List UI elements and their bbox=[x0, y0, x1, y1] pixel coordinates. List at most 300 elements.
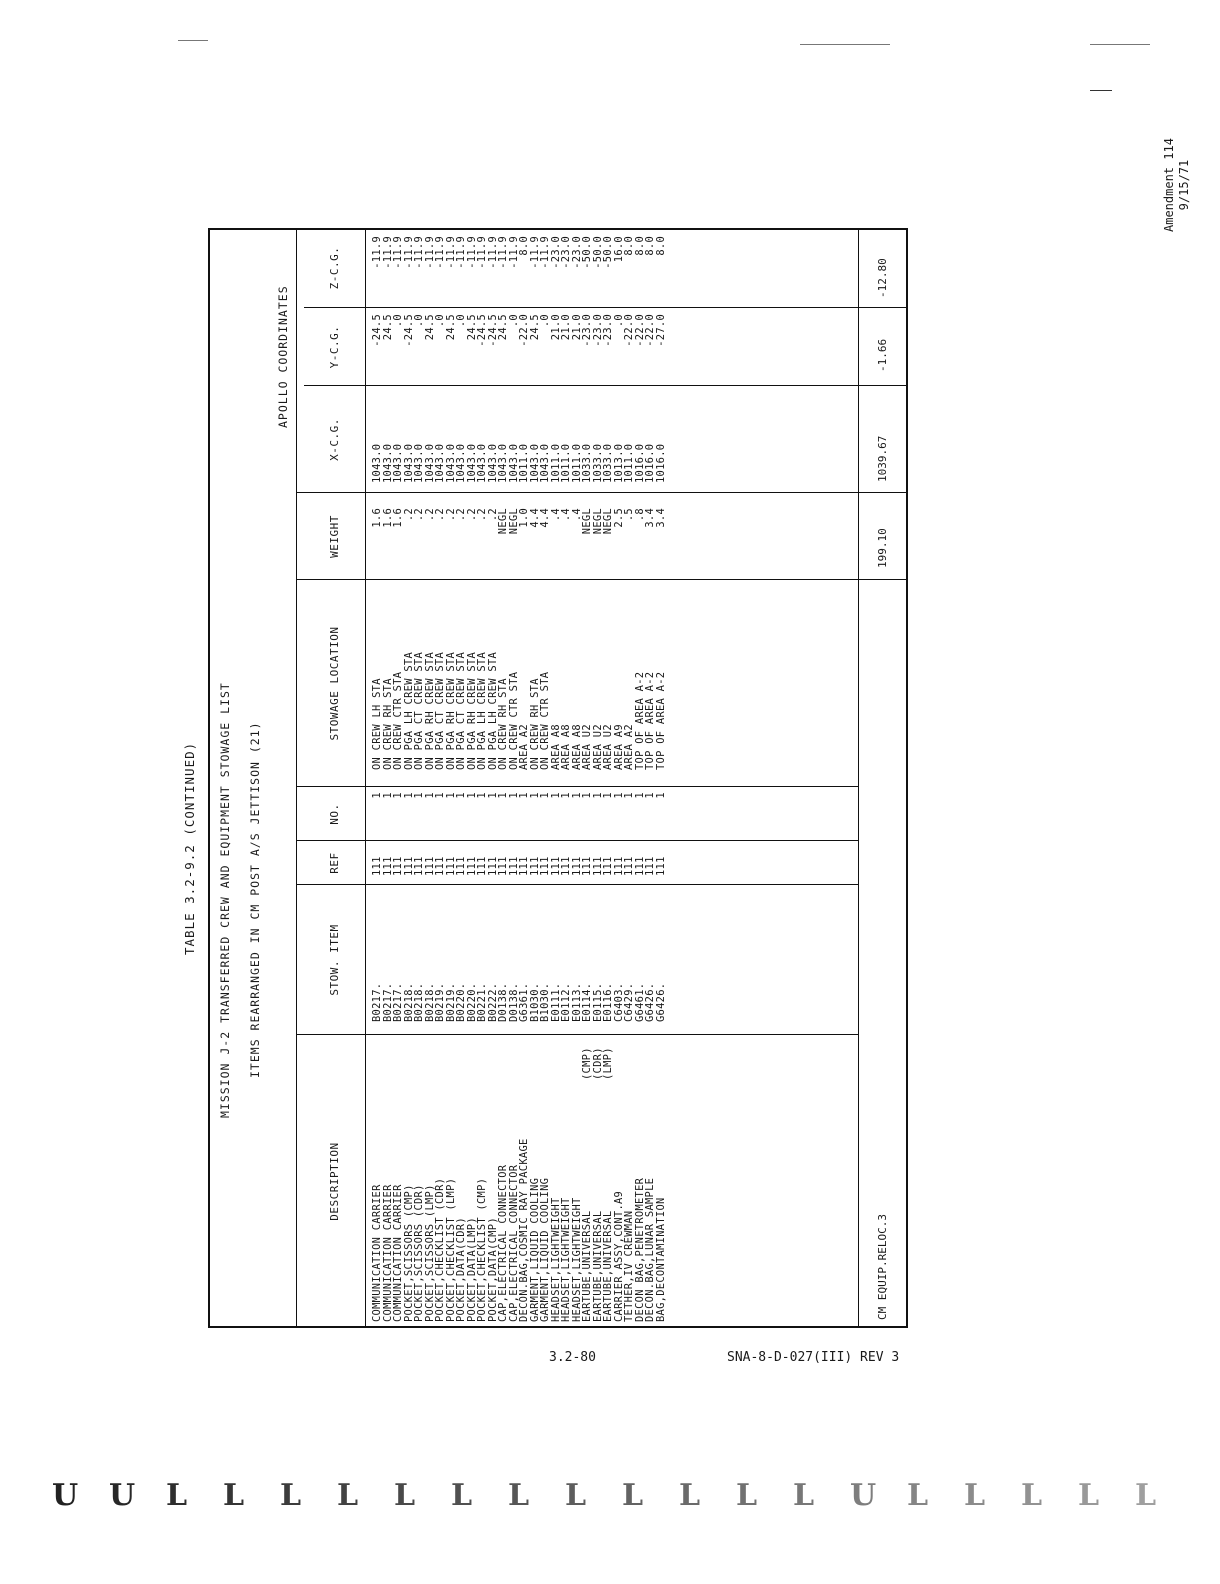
row-y-cg: 24.5 bbox=[444, 314, 457, 341]
row-z-cg: -11.9 bbox=[528, 236, 541, 269]
row-location: ON PGA LH CREW STA bbox=[486, 651, 499, 770]
row-no: 1 bbox=[633, 792, 646, 799]
row-z-cg: 8.0 bbox=[623, 236, 635, 256]
row-weight: 2.5 bbox=[612, 508, 625, 528]
row-description: POCKET,DATA(LMP) bbox=[465, 1217, 478, 1322]
row-no: 1 bbox=[507, 792, 520, 799]
edge-fragment: L bbox=[280, 1478, 302, 1513]
row-weight: 1.6 bbox=[371, 508, 383, 528]
y-cg-column bbox=[372, 314, 666, 384]
scan-speck bbox=[178, 40, 208, 41]
row-location: ON PGA RH CREW STA bbox=[444, 651, 457, 770]
row-stow-item: E0112. bbox=[560, 982, 572, 1022]
row-z-cg: -11.9 bbox=[392, 236, 404, 269]
row-y-cg: -24.5 bbox=[402, 314, 415, 347]
row-ref: 111 bbox=[633, 856, 646, 876]
row-description: GARMENT,LIQUID COOLING bbox=[539, 1177, 551, 1322]
row-z-cg: -23.0 bbox=[570, 236, 583, 269]
row-x-cg: 1016.0 bbox=[644, 443, 656, 483]
row-stow-item: E0115. bbox=[591, 982, 604, 1022]
row-y-cg: -23.0 bbox=[591, 314, 604, 347]
row-ref: 111 bbox=[591, 856, 604, 876]
page-number: 3.2-80 bbox=[549, 1350, 596, 1365]
row-no: 1 bbox=[581, 792, 593, 799]
col-header-x-cg: X-C.G. bbox=[328, 418, 341, 461]
row-location: AREA A2 bbox=[518, 724, 530, 770]
row-ref: 111 bbox=[539, 856, 551, 876]
row-weight: NEGL bbox=[581, 508, 593, 535]
row-location: ON PGA CT CREW STA bbox=[413, 651, 425, 770]
row-stow-item: B1030. bbox=[539, 982, 551, 1022]
row-stow-item: B0222. bbox=[486, 982, 499, 1022]
col-rule-8 bbox=[304, 307, 908, 308]
row-x-cg: 1043.0 bbox=[413, 443, 425, 483]
edge-fragment: L bbox=[508, 1478, 530, 1513]
row-y-cg: 24.5 bbox=[528, 314, 541, 341]
row-weight: .2 bbox=[423, 508, 436, 522]
row-stow-item: B0218. bbox=[423, 982, 436, 1022]
row-crew-tag bbox=[635, 1036, 646, 1080]
row-no: 1 bbox=[570, 792, 583, 799]
edge-fragment: L bbox=[679, 1478, 701, 1513]
row-description: POCKET,CHECKLIST (CDR) bbox=[434, 1177, 446, 1322]
row-location: AREA U2 bbox=[591, 724, 604, 770]
row-weight: .4 bbox=[570, 508, 583, 522]
row-x-cg: 1033.0 bbox=[602, 443, 614, 483]
row-location: TOP OF AREA A-2 bbox=[644, 671, 656, 770]
row-x-cg: 1011.0 bbox=[570, 443, 583, 483]
row-x-cg: 1011.0 bbox=[549, 443, 562, 483]
row-z-cg: -11.9 bbox=[371, 236, 383, 269]
edge-fragment: L bbox=[1135, 1478, 1157, 1513]
row-crew-tag bbox=[446, 1036, 457, 1080]
row-stow-item: B0219. bbox=[434, 982, 446, 1022]
row-stow-item: G6361. bbox=[518, 982, 530, 1022]
row-crew-tag: (LMP) bbox=[602, 1047, 614, 1080]
row-x-cg: 1043.0 bbox=[486, 443, 499, 483]
row-no: 1 bbox=[371, 792, 383, 799]
edge-fragment: L bbox=[1078, 1478, 1100, 1513]
row-weight: 1.6 bbox=[381, 508, 394, 528]
row-no: 1 bbox=[402, 792, 415, 799]
row-no: 1 bbox=[644, 792, 656, 799]
stowage-table bbox=[208, 228, 908, 1328]
row-ref: 111 bbox=[476, 856, 488, 876]
row-y-cg: -24.5 bbox=[486, 314, 499, 347]
row-description: GARMENT,LIQUID COOLING bbox=[528, 1177, 541, 1322]
row-z-cg: -11.9 bbox=[507, 236, 520, 269]
row-x-cg: 1043.0 bbox=[455, 443, 467, 483]
row-crew-tag bbox=[540, 1036, 551, 1080]
row-weight: .4 bbox=[549, 508, 562, 522]
col-rule-2 bbox=[296, 884, 858, 885]
row-x-cg: 1033.0 bbox=[591, 443, 604, 483]
row-ref: 111 bbox=[518, 856, 530, 876]
row-description: POCKET,SCISSORS (CDR) bbox=[413, 1184, 425, 1322]
row-stow-item: C6403. bbox=[612, 982, 625, 1022]
col-rule-1 bbox=[296, 1034, 858, 1035]
row-location: AREA U2 bbox=[602, 724, 614, 770]
row-x-cg: 1043.0 bbox=[402, 443, 415, 483]
row-z-cg: -11.9 bbox=[486, 236, 499, 269]
col-header-location: STOWAGE LOCATION bbox=[328, 626, 341, 741]
row-no: 1 bbox=[381, 792, 394, 799]
row-location: ON PGA RH CREW STA bbox=[423, 651, 436, 770]
row-weight: 4.4 bbox=[528, 508, 541, 528]
weight-column bbox=[372, 508, 666, 578]
row-ref: 111 bbox=[381, 856, 394, 876]
x-cg-column bbox=[372, 391, 666, 483]
row-description: POCKET,CHECKLIST (CMP) bbox=[476, 1177, 488, 1322]
row-y-cg: -22.0 bbox=[518, 314, 530, 347]
col-header-description: DESCRIPTION bbox=[328, 1142, 341, 1221]
row-crew-tag: (CMP) bbox=[581, 1047, 593, 1080]
row-z-cg: -11.9 bbox=[465, 236, 478, 269]
row-description: DECON.BAG,LUNAR SAMPLE bbox=[644, 1177, 656, 1322]
row-location: AREA A2 bbox=[623, 724, 635, 770]
col-rule-4 bbox=[296, 786, 858, 787]
edge-fragment: U bbox=[850, 1478, 877, 1513]
row-ref: 111 bbox=[570, 856, 583, 876]
row-ref: 111 bbox=[455, 856, 467, 876]
row-ref: 111 bbox=[644, 856, 656, 876]
row-crew-tag bbox=[488, 1036, 499, 1080]
row-crew-tag bbox=[383, 1036, 394, 1080]
row-ref: 111 bbox=[549, 856, 562, 876]
row-location: TOP OF AREA A-2 bbox=[654, 671, 667, 770]
row-stow-item: G6461. bbox=[633, 982, 646, 1022]
row-description: TETHER,IV CREWMAN bbox=[623, 1210, 635, 1322]
row-crew-tag bbox=[425, 1036, 436, 1080]
total-x-cg: 1039.67 bbox=[876, 435, 889, 482]
row-stow-item: D0138. bbox=[497, 982, 509, 1022]
row-z-cg: -11.9 bbox=[444, 236, 457, 269]
row-stow-item: E0113. bbox=[570, 982, 583, 1022]
row-location: ON PGA CT CREW STA bbox=[455, 651, 467, 770]
col-header-weight: WEIGHT bbox=[328, 515, 341, 558]
edge-fragment: L bbox=[793, 1478, 815, 1513]
row-crew-tag bbox=[530, 1036, 541, 1080]
row-stow-item: E0111. bbox=[549, 982, 562, 1022]
row-y-cg: 21.0 bbox=[560, 314, 572, 341]
row-y-cg: 24.5 bbox=[497, 314, 509, 341]
row-x-cg: 1033.0 bbox=[581, 443, 593, 483]
row-weight: .2 bbox=[476, 508, 488, 522]
description-column bbox=[372, 1082, 666, 1322]
row-location: AREA A8 bbox=[560, 724, 572, 770]
row-no: 1 bbox=[549, 792, 562, 799]
row-y-cg: .0 bbox=[392, 314, 404, 328]
row-no: 1 bbox=[434, 792, 446, 799]
row-z-cg: -11.9 bbox=[402, 236, 415, 269]
row-weight: .4 bbox=[560, 508, 572, 522]
row-weight: .2 bbox=[465, 508, 478, 522]
row-weight: 4.4 bbox=[539, 508, 551, 528]
row-location: ON PGA CT CREW STA bbox=[434, 651, 446, 770]
row-y-cg: .0 bbox=[413, 314, 425, 328]
row-weight: .5 bbox=[623, 508, 635, 522]
row-description: EARTUBE,UNIVERSAL bbox=[591, 1210, 604, 1322]
row-z-cg: -50.0 bbox=[581, 236, 593, 269]
edge-fragment: L bbox=[451, 1478, 473, 1513]
row-y-cg: -23.0 bbox=[581, 314, 593, 347]
row-stow-item: B0218. bbox=[402, 982, 415, 1022]
row-ref: 111 bbox=[654, 856, 667, 876]
total-weight: 199.10 bbox=[876, 528, 889, 568]
edge-fragment: L bbox=[1021, 1478, 1043, 1513]
row-location: ON PGA LH CREW STA bbox=[476, 651, 488, 770]
total-rule bbox=[858, 228, 859, 1328]
row-ref: 111 bbox=[434, 856, 446, 876]
row-z-cg: 8.0 bbox=[654, 236, 667, 256]
row-crew-tag bbox=[614, 1036, 625, 1080]
row-weight: .2 bbox=[455, 508, 467, 522]
header-rule bbox=[296, 228, 297, 1328]
row-ref: 111 bbox=[402, 856, 415, 876]
row-x-cg: 1043.0 bbox=[507, 443, 520, 483]
row-no: 1 bbox=[518, 792, 530, 799]
row-location: TOP OF AREA A-2 bbox=[633, 671, 646, 770]
row-location: AREA A8 bbox=[570, 724, 583, 770]
row-description: HEADSET,LIGHTWEIGHT bbox=[549, 1197, 562, 1322]
row-x-cg: 1043.0 bbox=[528, 443, 541, 483]
row-description: CARRIER ASSY,CONT.A9 bbox=[612, 1190, 625, 1322]
row-y-cg: -24.5 bbox=[476, 314, 488, 347]
row-y-cg: -22.0 bbox=[633, 314, 646, 347]
row-x-cg: 1043.0 bbox=[392, 443, 404, 483]
row-description: BAG,DECONTAMINATION bbox=[654, 1197, 667, 1322]
row-z-cg: 8.0 bbox=[644, 236, 656, 256]
row-y-cg: .0 bbox=[612, 314, 625, 328]
row-z-cg: -11.9 bbox=[413, 236, 425, 269]
row-y-cg: .0 bbox=[539, 314, 551, 328]
row-no: 1 bbox=[560, 792, 572, 799]
row-crew-tag bbox=[645, 1036, 656, 1080]
row-description: COMMUNICATION CARRIER bbox=[381, 1184, 394, 1322]
row-y-cg: 21.0 bbox=[549, 314, 562, 341]
scan-speck bbox=[800, 44, 890, 45]
row-ref: 111 bbox=[612, 856, 625, 876]
row-stow-item: B0221. bbox=[476, 982, 488, 1022]
row-crew-tag bbox=[456, 1036, 467, 1080]
row-no: 1 bbox=[423, 792, 436, 799]
col-rule-5 bbox=[296, 579, 908, 580]
stow-item-column bbox=[372, 892, 666, 1022]
row-weight: .2 bbox=[402, 508, 415, 522]
row-crew-tag bbox=[561, 1036, 572, 1080]
row-z-cg: -11.9 bbox=[497, 236, 509, 269]
col-header-y-cg: Y-C.G. bbox=[328, 325, 341, 369]
row-stow-item: B0218. bbox=[413, 982, 425, 1022]
row-y-cg: 24.5 bbox=[381, 314, 394, 341]
row-location: ON CREW LH STA bbox=[371, 678, 383, 770]
row-stow-item: B0219. bbox=[444, 982, 457, 1022]
row-location: AREA U2 bbox=[581, 724, 593, 770]
row-weight: .2 bbox=[486, 508, 499, 522]
amendment-date: 9/15/71 bbox=[1177, 159, 1191, 211]
row-ref: 111 bbox=[413, 856, 425, 876]
row-description: POCKET,DATA(CDR) bbox=[455, 1217, 467, 1322]
location-column bbox=[372, 584, 666, 770]
row-x-cg: 1016.0 bbox=[633, 443, 646, 483]
col-header-ref: REF bbox=[328, 852, 341, 874]
row-no: 1 bbox=[465, 792, 478, 799]
row-stow-item: G6426. bbox=[644, 982, 656, 1022]
row-y-cg: -23.0 bbox=[602, 314, 614, 347]
edge-fragment: L bbox=[736, 1478, 758, 1513]
row-location: ON CREW RH STA bbox=[381, 678, 394, 770]
edge-fragment: U bbox=[52, 1478, 79, 1513]
row-z-cg: -11.9 bbox=[423, 236, 436, 269]
row-ref: 111 bbox=[528, 856, 541, 876]
row-y-cg: .0 bbox=[507, 314, 520, 328]
row-location: AREA A8 bbox=[549, 724, 562, 770]
row-crew-tag bbox=[519, 1036, 530, 1080]
row-x-cg: 1016.0 bbox=[654, 443, 667, 483]
row-z-cg: -23.0 bbox=[549, 236, 562, 269]
row-location: ON CREW CTR STA bbox=[392, 671, 404, 770]
row-crew-tag bbox=[509, 1036, 520, 1080]
edge-fragment: L bbox=[337, 1478, 359, 1513]
row-stow-item: B0220. bbox=[455, 982, 467, 1022]
document-id: SNA-8-D-027(III) REV 3 bbox=[727, 1350, 900, 1365]
row-description: DECON.BAG,COSMIC RAY PACKAGE bbox=[518, 1138, 530, 1322]
col-header-z-cg: Z-C.G. bbox=[328, 246, 341, 290]
row-description: EARTUBE,UNIVERSAL bbox=[602, 1210, 614, 1322]
row-z-cg: -11.9 bbox=[434, 236, 446, 269]
total-y-cg: -1.66 bbox=[876, 338, 889, 372]
edge-fragment: L bbox=[223, 1478, 245, 1513]
row-crew-tag bbox=[372, 1036, 383, 1080]
row-location: ON CREW CTR STA bbox=[507, 671, 520, 770]
col-rule-6 bbox=[296, 492, 908, 493]
col-header-no: NO. bbox=[328, 803, 341, 825]
row-ref: 111 bbox=[486, 856, 499, 876]
row-y-cg: .0 bbox=[455, 314, 467, 328]
total-label: CM EQUIP.RELOC.3 bbox=[876, 1214, 889, 1320]
z-cg-column bbox=[372, 236, 666, 306]
no-column bbox=[372, 792, 666, 838]
row-z-cg: 16.0 bbox=[612, 236, 625, 263]
row-weight: .2 bbox=[413, 508, 425, 522]
row-z-cg: -11.9 bbox=[455, 236, 467, 269]
scan-speck bbox=[1090, 90, 1112, 91]
row-description: COMMUNICATION CARRIER bbox=[371, 1184, 383, 1322]
edge-fragment: L bbox=[622, 1478, 644, 1513]
row-stow-item: D0138. bbox=[507, 982, 520, 1022]
row-stow-item: E0114. bbox=[581, 982, 593, 1022]
row-ref: 111 bbox=[623, 856, 635, 876]
row-stow-item: B0220. bbox=[465, 982, 478, 1022]
row-weight: NEGL bbox=[497, 508, 509, 535]
column-header-rule bbox=[365, 228, 366, 1328]
edge-fragment: L bbox=[394, 1478, 416, 1513]
row-weight: NEGL bbox=[591, 508, 604, 535]
row-x-cg: 1043.0 bbox=[465, 443, 478, 483]
row-z-cg: 8.0 bbox=[633, 236, 646, 256]
scan-edge-fragments bbox=[52, 1478, 1202, 1518]
row-x-cg: 1043.0 bbox=[444, 443, 457, 483]
row-ref: 111 bbox=[371, 856, 383, 876]
row-description: POCKET,SCISSORS (CMP) bbox=[402, 1184, 415, 1322]
row-crew-tag bbox=[477, 1036, 488, 1080]
row-location: ON PGA LH CREW STA bbox=[402, 651, 415, 770]
row-description: COMMUNICATION CARRIER bbox=[392, 1184, 404, 1322]
row-y-cg: .0 bbox=[434, 314, 446, 328]
row-description: HEADSET,LIGHTWEIGHT bbox=[570, 1197, 583, 1322]
row-weight: .2 bbox=[444, 508, 457, 522]
row-z-cg: -11.9 bbox=[476, 236, 488, 269]
row-z-cg: 8.0 bbox=[518, 236, 530, 256]
row-z-cg: -23.0 bbox=[560, 236, 572, 269]
row-x-cg: 1011.0 bbox=[560, 443, 572, 483]
row-no: 1 bbox=[413, 792, 425, 799]
total-z-cg: -12.80 bbox=[876, 258, 889, 298]
row-crew-tag bbox=[551, 1036, 562, 1080]
row-no: 1 bbox=[528, 792, 541, 799]
edge-fragment: L bbox=[166, 1478, 188, 1513]
row-crew-tag: (CDR) bbox=[591, 1047, 604, 1080]
row-ref: 111 bbox=[497, 856, 509, 876]
row-crew-tag bbox=[656, 1036, 667, 1080]
row-weight: .2 bbox=[434, 508, 446, 522]
row-x-cg: 1043.0 bbox=[539, 443, 551, 483]
row-crew-tag bbox=[393, 1036, 404, 1080]
row-stow-item: C6429. bbox=[623, 982, 635, 1022]
row-ref: 111 bbox=[602, 856, 614, 876]
row-x-cg: 1043.0 bbox=[423, 443, 436, 483]
row-y-cg: -22.0 bbox=[644, 314, 656, 347]
row-no: 1 bbox=[539, 792, 551, 799]
row-z-cg: -50.0 bbox=[591, 236, 604, 269]
row-weight: 1.0 bbox=[518, 508, 530, 528]
coordinates-group-label: APOLLO COORDINATES bbox=[276, 285, 290, 428]
row-crew-tag bbox=[435, 1036, 446, 1080]
row-y-cg: 24.5 bbox=[465, 314, 478, 341]
row-location: ON CREW RH STA bbox=[497, 678, 509, 770]
row-location: ON PGA RH CREW STA bbox=[465, 651, 478, 770]
scan-speck bbox=[1090, 44, 1150, 45]
row-stow-item: G6426. bbox=[654, 982, 667, 1022]
edge-fragment: L bbox=[565, 1478, 587, 1513]
row-z-cg: -50.0 bbox=[602, 236, 614, 269]
row-x-cg: 1043.0 bbox=[434, 443, 446, 483]
row-x-cg: 1043.0 bbox=[476, 443, 488, 483]
row-y-cg: 24.5 bbox=[423, 314, 436, 341]
row-x-cg: 1043.0 bbox=[497, 443, 509, 483]
row-x-cg: 1011.0 bbox=[623, 443, 635, 483]
row-x-cg: 1043.0 bbox=[371, 443, 383, 483]
row-weight: 1.6 bbox=[392, 508, 404, 528]
row-crew-tag bbox=[414, 1036, 425, 1080]
row-crew-tag bbox=[498, 1036, 509, 1080]
row-crew-tag bbox=[624, 1036, 635, 1080]
row-x-cg: 1043.0 bbox=[381, 443, 394, 483]
row-stow-item: B0217. bbox=[392, 982, 404, 1022]
col-rule-3 bbox=[296, 840, 858, 841]
row-description: POCKET,DATA(CMP) bbox=[486, 1217, 499, 1322]
row-y-cg: 21.0 bbox=[570, 314, 583, 341]
row-z-cg: -11.9 bbox=[539, 236, 551, 269]
row-no: 1 bbox=[623, 792, 635, 799]
row-ref: 111 bbox=[581, 856, 593, 876]
row-z-cg: -11.9 bbox=[381, 236, 394, 269]
row-description: DECON BAG,PENETROMETER bbox=[633, 1177, 646, 1322]
amendment-number: Amendment 114 bbox=[1162, 138, 1176, 232]
row-location: ON CREW RH STA bbox=[528, 678, 541, 770]
row-ref: 111 bbox=[423, 856, 436, 876]
col-header-stow-item: STOW. ITEM bbox=[328, 924, 341, 996]
